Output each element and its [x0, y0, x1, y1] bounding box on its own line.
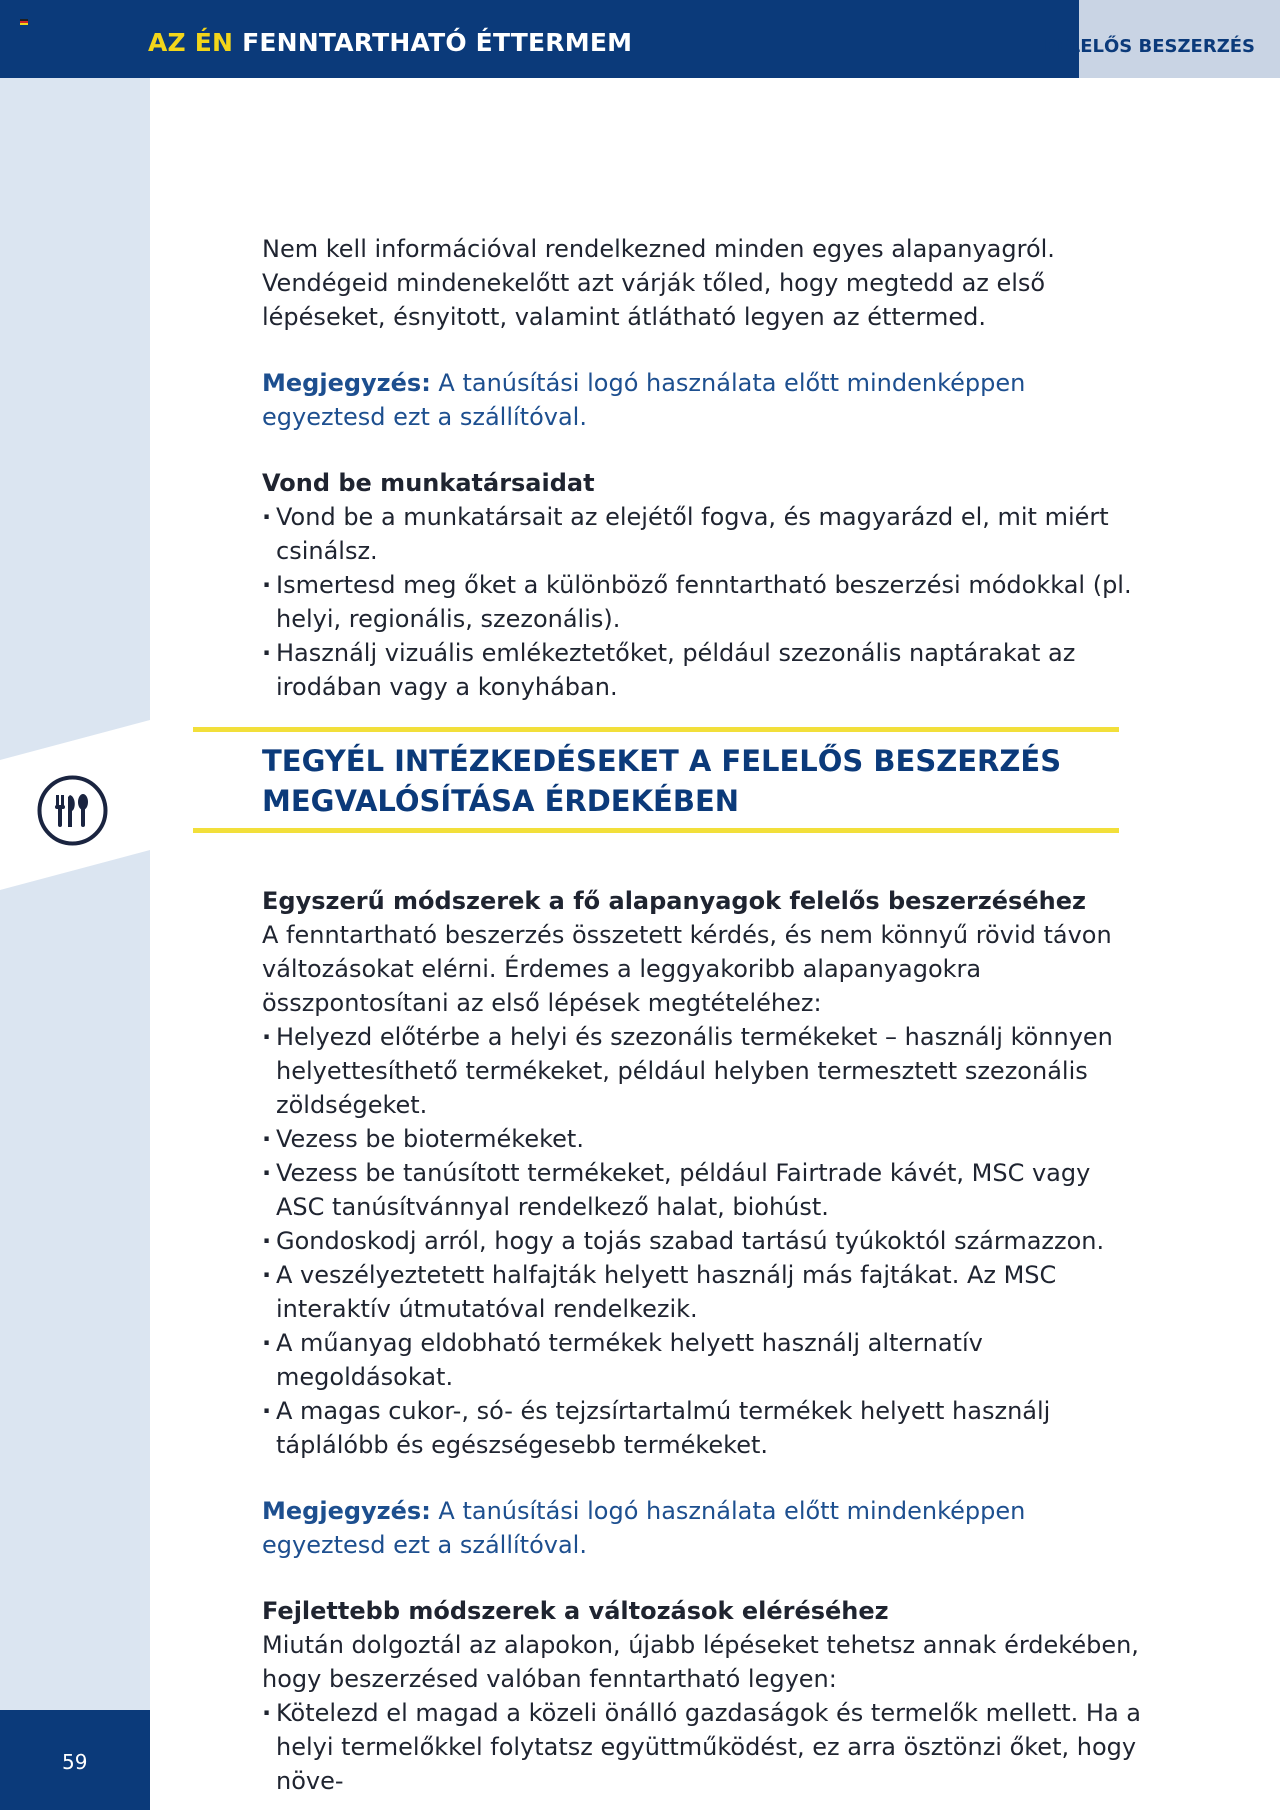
list-item: · Kötelezd el magad a közeli önálló gazdaságok és termelők mellett. Ha a helyi termelőkkel folytatsz együttműködést, ez arra ösztönzi őket, hogy növe- [262, 1696, 1142, 1798]
list-item: · A magas cukor-, só- és tejzsírtartalmú termékek helyett használj táplálóbb és egészségesebb termékeket. [262, 1394, 1142, 1462]
intro-content [262, 232, 1142, 704]
list-item: · Vezess be biotermékeket. [262, 1122, 1142, 1156]
top-header-bar [0, 0, 1280, 78]
intro-paragraph: Nem kell információval rendelkezned minden egyes alapanyagról. Vendégeid mindenekelőtt azt várják tőled, hogy megtedd az első lépéseket, ésnyitott, valamint átlátható legyen az éttermed. [262, 235, 1055, 331]
section-rule-top [193, 727, 1119, 732]
cutlery-icon [37, 775, 108, 846]
staff-bullet-list [262, 500, 1142, 704]
list-item: · Gondoskodj arról, hogy a tojás szabad tartású tyúkoktól származzon. [262, 1224, 1142, 1258]
intro-note-label: Megjegyzés: [262, 369, 431, 397]
intro-note-text: A tanúsítási logó használata előtt mindenképpen egyeztesd ezt a szállítóval. [262, 369, 1026, 431]
list-item: · Használj vizuális emlékeztetőket, például szezonális naptárakat az irodában vagy a konyhában. [262, 636, 1142, 704]
left-side-band [0, 78, 150, 1810]
section-title-line-1: TEGYÉL INTÉZKEDÉSEKET A FELELŐS BESZERZÉS [262, 744, 1062, 778]
simple-methods-paragraph: A fenntartható beszerzés összetett kérdés, és nem könnyű rövid távon változásokat elérni. Érdemes a leggyakoribb alapanyagokra összpontosítani az első lépések megtételéhez: [262, 921, 1112, 1017]
methods-note-label: Megjegyzés: [262, 1497, 431, 1525]
flag-icon [20, 19, 28, 25]
section-title-line-2: MEGVALÓSÍTÁSA ÉRDEKÉBEN [262, 784, 740, 818]
list-item: · A műanyag eldobható termékek helyett használj alternatív megoldásokat. [262, 1326, 1142, 1394]
list-item: · Vezess be tanúsított termékeket, például Fairtrade kávét, MSC vagy ASC tanúsítvánnyal rendelkező halat, biohúst. [262, 1156, 1142, 1224]
simple-methods-bullet-list [262, 1020, 1142, 1462]
methods-content [262, 884, 1142, 1798]
publication-title-accent: AZ ÉN [148, 28, 234, 57]
list-item: · Helyezd előtérbe a helyi és szezonális termékeket – használj könnyen helyettesíthető termékeket, például helyben termesztett szezonális zöldségeket. [262, 1020, 1142, 1122]
list-item: · Vond be a munkatársait az elejétől fogva, és magyarázd el, mit miért csinálsz. [262, 500, 1142, 568]
simple-methods-heading: Egyszerű módszerek a fő alapanyagok felelős beszerzéséhez [262, 887, 1086, 915]
section-tab-label: FELELŐS BESZERZÉS [1044, 36, 1255, 57]
list-item: · Ismertesd meg őket a különböző fenntartható beszerzési módokkal (pl. helyi, regionális, szezonális). [262, 568, 1142, 636]
publication-title [148, 28, 632, 57]
intro-note [262, 366, 1142, 434]
page-number: 59 [62, 1750, 88, 1774]
methods-note [262, 1494, 1142, 1562]
advanced-methods-heading: Fejlettebb módszerek a változások eléréséhez [262, 1597, 889, 1625]
advanced-methods-bullet-list [262, 1696, 1142, 1798]
advanced-methods-paragraph: Miután dolgoztál az alapokon, újabb lépéseket tehetsz annak érdekében, hogy beszerzésed valóban fenntartható legyen: [262, 1631, 1139, 1693]
methods-note-text: A tanúsítási logó használata előtt mindenképpen egyeztesd ezt a szállítóval. [262, 1497, 1026, 1559]
staff-heading: Vond be munkatársaidat [262, 469, 595, 497]
publication-title-rest: FENNTARTHATÓ ÉTTERMEM [242, 28, 633, 57]
list-item: · A veszélyeztetett halfajták helyett használj más fajtákat. Az MSC interaktív útmutatóval rendelkezik. [262, 1258, 1142, 1326]
section-rule-bottom [193, 828, 1119, 833]
section-title [262, 741, 1102, 821]
section-banner [193, 727, 1119, 831]
